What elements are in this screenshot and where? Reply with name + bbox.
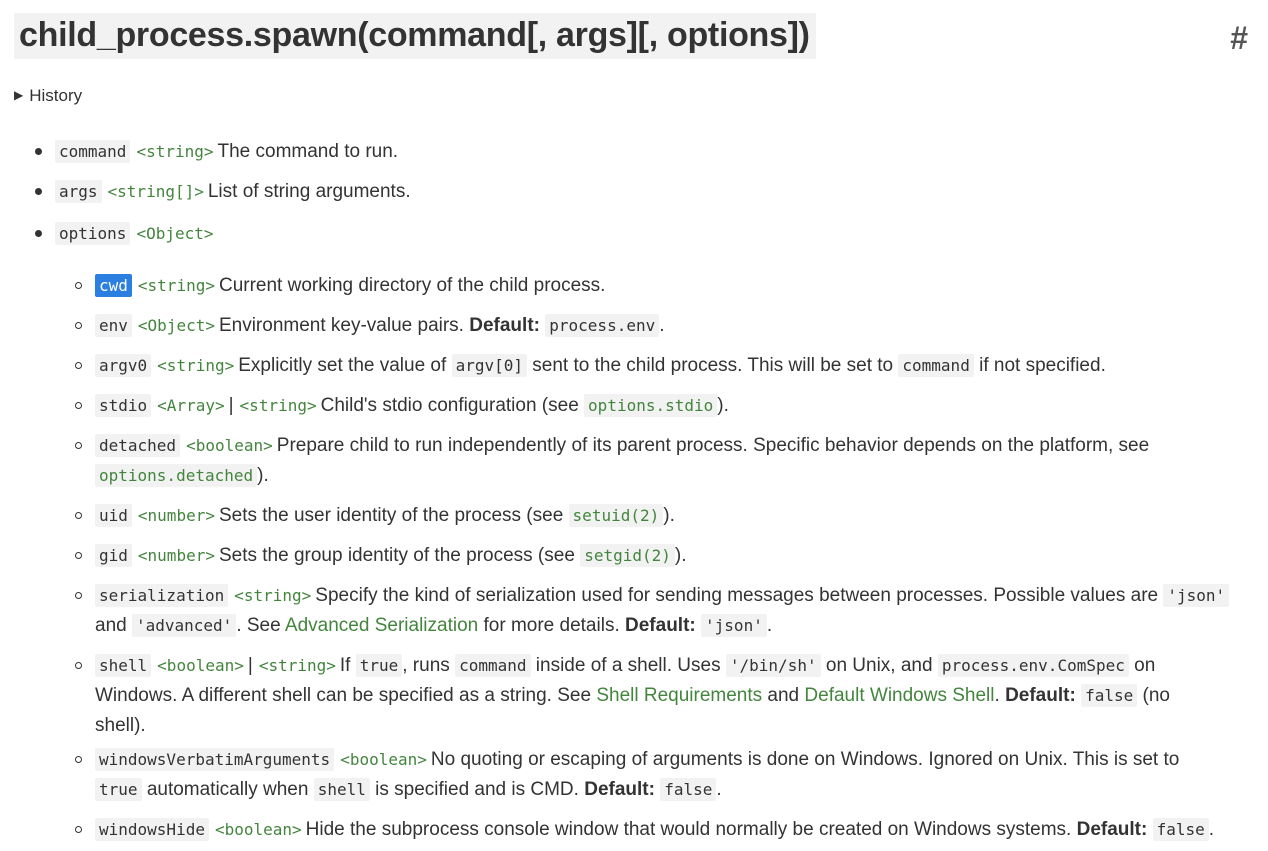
option-desc: Specify the kind of serialization used for sending messages between processes. Possible values are [315,585,1159,606]
type-link[interactable]: <number> [137,506,215,525]
inline-code: command [455,654,530,677]
punct: . [659,315,665,336]
default-value: 'json' [701,614,767,637]
type-link[interactable]: <boolean> [340,750,427,769]
option-desc: Environment key-value pairs. [218,315,464,336]
link-code: setuid(2) [569,504,664,527]
history-label: History [29,86,83,105]
option-name: uid [95,504,132,527]
option-name: windowsHide [95,818,209,841]
default-value: false [660,778,716,801]
inline-code: 'json' [1163,584,1229,607]
type-link[interactable]: <string> [137,276,215,295]
triangle-right-icon: ▶ [14,88,24,102]
option-windowsHide [95,815,1260,845]
bullet-icon [75,826,82,833]
inline-code: command [898,354,973,377]
option-cwd [95,271,605,301]
shell-requirements-link[interactable]: Shell Requirements [596,685,763,706]
bullet-icon [35,148,42,155]
param-args [55,177,411,207]
option-desc: sent to the child process. This will be set to [532,355,894,376]
inline-code: true [356,654,403,677]
type-link[interactable]: <Object> [137,316,215,335]
option-shell [95,651,1255,741]
option-desc: Sets the group identity of the process (see [218,545,575,566]
option-desc: if not specified. [979,355,1106,376]
option-desc: Hide the subprocess console window that would normally be created on Windows systems. [305,819,1072,840]
bullet-icon [75,552,82,559]
option-desc: If [339,655,351,676]
options-detached-link[interactable] [95,465,257,486]
inline-code: true [95,778,142,801]
option-desc: is specified and is CMD. [375,779,579,800]
option-desc: Sets the user identity of the process (see [218,505,564,526]
punct: . [1208,819,1215,840]
option-desc: Windows. A different shell can be specified as a string. See [95,685,592,706]
option-name: gid [95,544,132,567]
inline-code: shell [314,778,370,801]
option-desc: Explicitly set the value of [238,355,447,376]
type-link[interactable]: <boolean> [186,436,273,455]
type-link[interactable]: <number> [137,546,215,565]
advanced-serialization-link[interactable]: Advanced Serialization [284,615,479,636]
type-link[interactable]: <string> [239,396,317,415]
option-stdio [95,391,729,421]
option-desc: automatically when [146,779,309,800]
type-link[interactable]: <string[]> [107,182,204,201]
option-name: windowsVerbatimArguments [95,748,334,771]
option-argv0 [95,351,1106,381]
option-desc: and [95,615,127,636]
type-link[interactable]: <boolean> [214,820,302,839]
default-value: false [1081,684,1137,707]
page-title: child_process.spawn(command[, args][, options]) [14,13,816,59]
punct: ). [257,465,269,486]
option-desc: (no [1142,685,1170,706]
default-label: Default: [469,315,540,336]
punct: ). [663,505,675,526]
param-name: args [55,180,102,203]
param-desc: List of string arguments. [207,181,411,202]
option-desc: for more details. [483,615,620,636]
default-windows-shell-link[interactable]: Default Windows Shell [804,685,995,706]
param-desc: The command to run. [217,141,399,162]
inline-code: 'advanced' [132,614,236,637]
setuid-link[interactable] [569,505,664,526]
option-name: cwd [95,274,132,297]
option-desc: Current working directory of the child process. [218,275,606,296]
option-name: detached [95,434,180,457]
bullet-icon [75,512,82,519]
option-uid [95,501,675,531]
option-desc: Child's stdio configuration (see [320,395,579,416]
option-env [95,311,665,341]
option-desc: on Unix, and [825,655,933,676]
type-separator: | [247,655,253,676]
link-code: options.detached [95,464,257,487]
option-name: env [95,314,132,337]
default-value: false [1153,818,1209,841]
setgid-link[interactable] [580,545,675,566]
default-label: Default: [584,779,655,800]
bullet-icon [35,188,42,195]
bullet-icon [75,592,82,599]
option-name: stdio [95,394,151,417]
option-desc: Prepare child to run independently of its parent process. Specific behavior depends on the platform, see [276,435,1150,456]
option-desc: No quoting or escaping of arguments is done on Windows. Ignored on Unix. This is set to [430,749,1180,770]
inline-code: '/bin/sh' [726,654,821,677]
option-detached [95,431,1235,491]
type-link[interactable]: <Object> [136,224,214,243]
param-name: command [55,140,130,163]
bullet-icon [35,230,42,237]
option-desc: shell). [95,715,146,736]
default-label: Default: [1076,819,1148,840]
option-windowsVerbatimArguments [95,745,1255,805]
default-label: Default: [1005,685,1076,706]
param-options [55,219,218,249]
bullet-icon [75,362,82,369]
option-desc: inside of a shell. Uses [535,655,721,676]
bullet-icon [75,662,82,669]
option-name: serialization [95,584,228,607]
option-desc: on [1134,655,1156,676]
param-command [55,137,398,167]
option-desc: . See [236,615,281,636]
default-label: Default: [625,615,696,636]
type-link[interactable]: <string> [136,142,214,161]
type-link[interactable]: <boolean> [157,656,244,675]
punct: . [766,615,773,636]
option-gid [95,541,687,571]
option-desc: and [767,685,800,706]
param-name: options [55,222,130,245]
option-name: shell [95,654,151,677]
option-desc: , runs [402,655,450,676]
bullet-icon [75,322,82,329]
bullet-icon [75,402,82,409]
history-toggle[interactable] [14,86,82,106]
anchor-link[interactable]: # [1230,20,1248,56]
punct: ). [717,395,729,416]
option-name: argv0 [95,354,151,377]
type-link[interactable]: <string> [258,656,336,675]
punct: . [994,685,1000,706]
type-link[interactable]: <Array> [157,396,225,415]
inline-code: argv[0] [452,354,527,377]
punct: . [716,779,722,800]
inline-code: process.env.ComSpec [938,654,1129,677]
link-code: setgid(2) [580,544,675,567]
type-separator: | [228,395,234,416]
punct: ). [674,545,687,566]
option-serialization [95,581,1255,641]
bullet-icon [75,282,82,289]
link-code: options.stdio [584,394,717,417]
options-stdio-link[interactable] [584,395,717,416]
type-link[interactable]: <string> [157,356,235,375]
default-value: process.env [545,314,659,337]
bullet-icon [75,756,82,763]
type-link[interactable]: <string> [234,586,312,605]
bullet-icon [75,442,82,449]
